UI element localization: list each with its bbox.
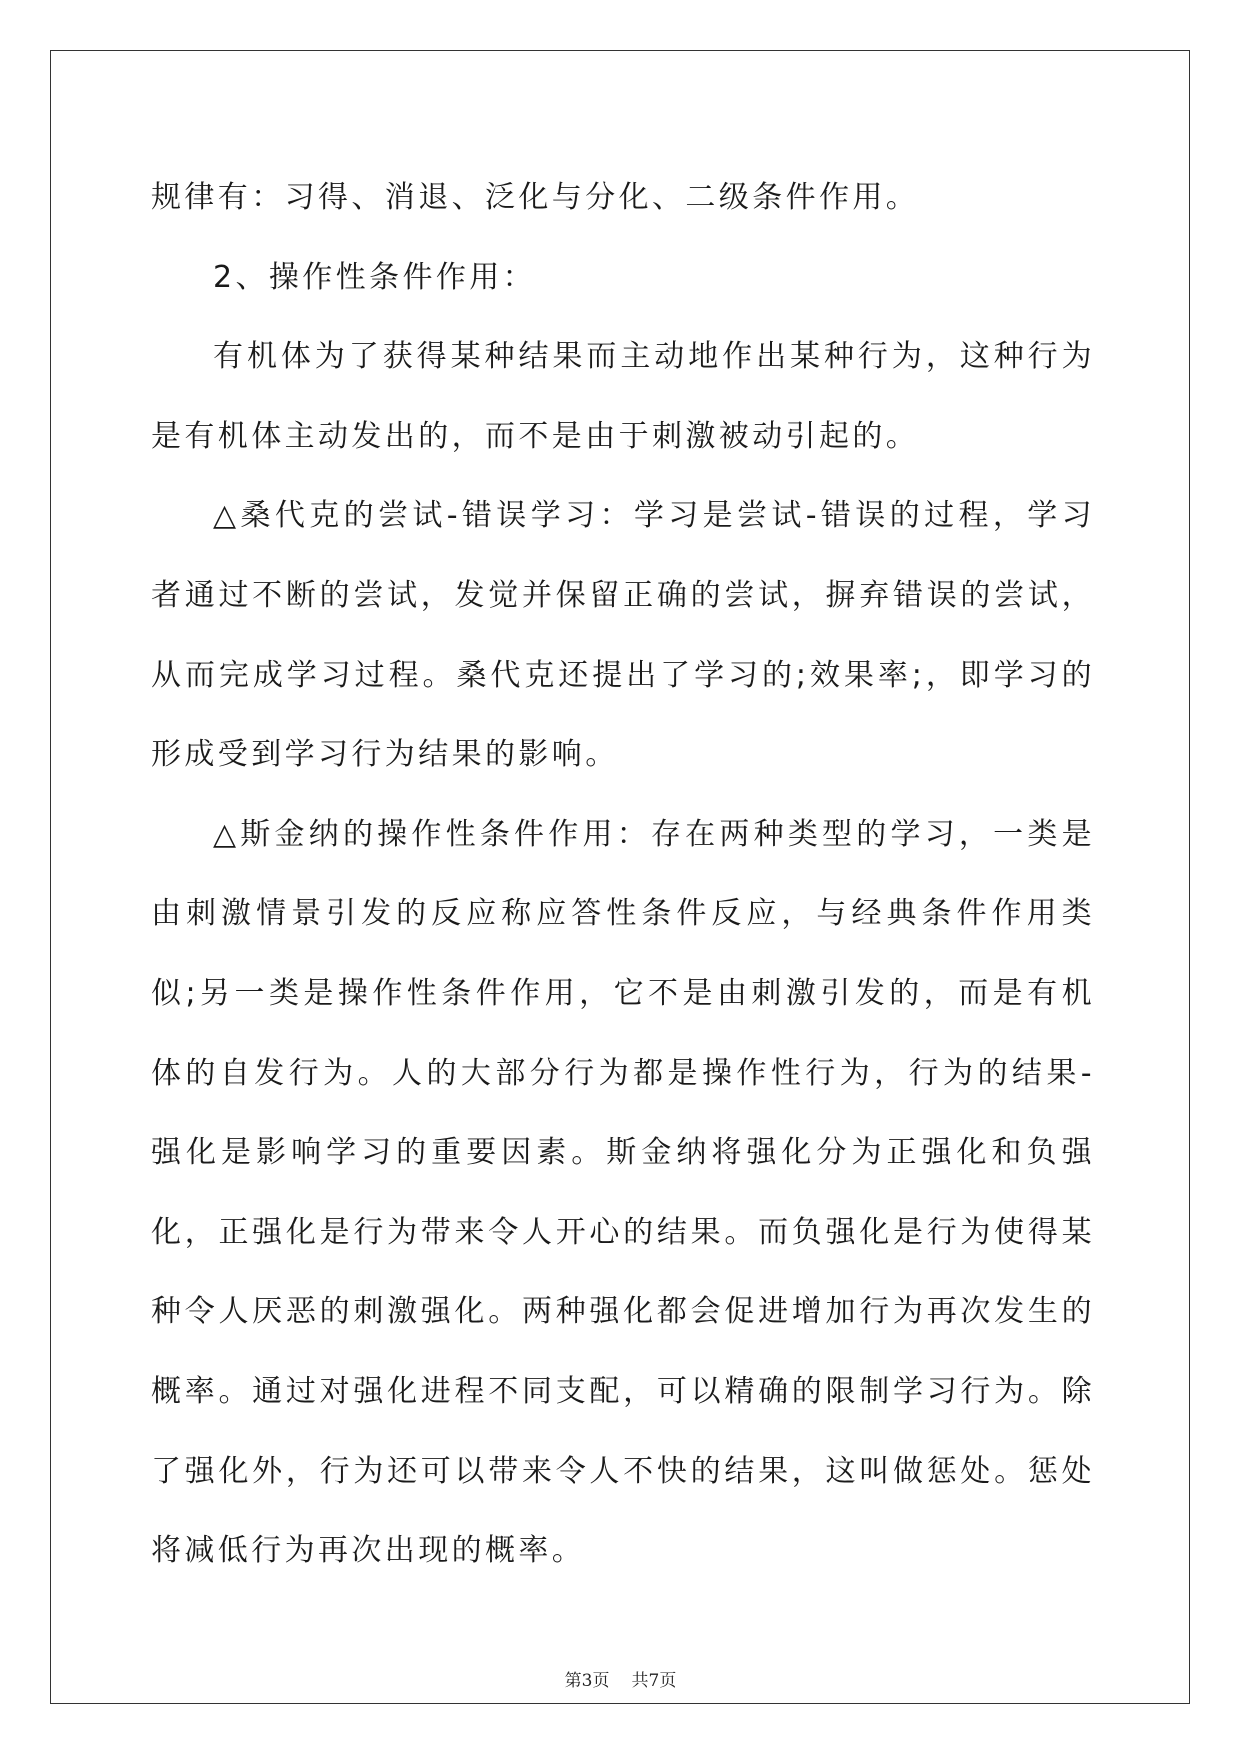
document-body — [151, 158, 1095, 1591]
paragraph-3: 有机体为了获得某种结果而主动地作出某种行为，这种行为是有机体主动发出的，而不是由于刺激被动引起的。 — [151, 339, 1095, 454]
paragraph-2-heading: 2、操作性条件作用： — [213, 259, 537, 295]
page-number-total: 共7页 — [631, 1671, 677, 1691]
page-number-current: 第3页 — [564, 1671, 610, 1691]
paragraph-5: △斯金纳的操作性条件作用：存在两种类型的学习，一类是由刺激情景引发的反应称应答性条件反应，与经典条件作用类似;另一类是操作性条件作用，它不是由刺激引发的，而是有机体的自发行为。人的大部分行为都是操作性行为，行为的结果-强化是影响学习的重要因素。斯金纳将强化分为正强化和负强化，正强化是行为带来令人开心的结果。而负强化是行为使得某种令人厌恶的刺激强化。两种强化都会促进增加行为再次发生的概率。通过对强化进程不同支配，可以精确的限制学习行为。除了强化外，行为还可以带来令人不快的结果，这叫做惩处。惩处将减低行为再次出现的概率。 — [151, 816, 1095, 1569]
page-footer — [0, 1666, 1241, 1691]
paragraph-4: △桑代克的尝试-错误学习：学习是尝试-错误的过程，学习者通过不断的尝试，发觉并保留正确的尝试，摒弃错误的尝试，从而完成学习过程。桑代克还提出了学习的;效果率;，即学习的形成受到学习行为结果的影响。 — [151, 498, 1095, 773]
paragraph-1: 规律有：习得、消退、泛化与分化、二级条件作用。 — [151, 180, 920, 215]
